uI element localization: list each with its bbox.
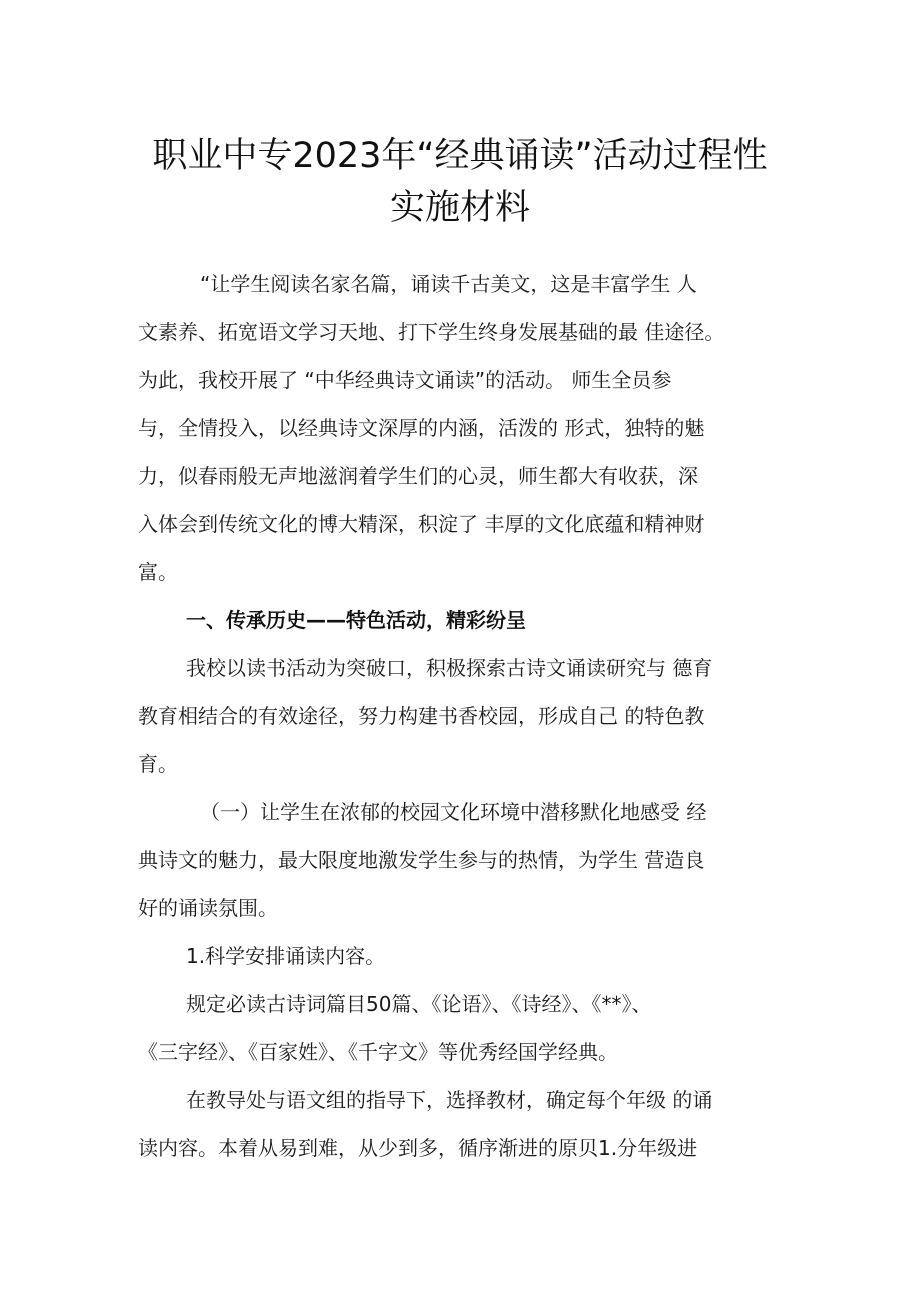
intro-line-3: 为此，我校开展了 “中华经典诗文诵读”的活动。 师生全员参: [138, 368, 672, 392]
subsection-1-line-3: 好的诵读氛围。: [138, 896, 278, 920]
intro-line-4: 与，全情投入，以经典诗文深厚的内涵，活泼的 形式，独特的魅: [138, 416, 705, 440]
document-title-line-2: 实施材料: [389, 188, 530, 228]
intro-line-6: 入体会到传统文化的博大精深，积淀了 丰厚的文化底蕴和精神财: [138, 512, 705, 536]
section-1-line-3: 育。: [138, 752, 178, 776]
item-1-line-2: 《三字经》、《百家姓》、《千字文》等优秀经国学经典。: [138, 1040, 618, 1064]
section-1-line-1: 我校以读书活动为突破口，积极探索古诗文诵读研究与 德育: [186, 656, 713, 680]
intro-line-2: 文素养、拓宽语文学习天地、打下学生终身发展基础的最 佳途径。: [138, 320, 725, 344]
intro-line-7: 富。: [138, 560, 178, 584]
section-1-heading: 一、传承历史——特色活动，精彩纷呈: [186, 608, 526, 632]
subsection-1-line-2: 典诗文的魅力，最大限度地激发学生参与的热情，为学生 营造良: [138, 848, 705, 872]
document-title-line-1: 职业中专2023年“经典诵读”活动过程性: [152, 136, 768, 176]
item-1-heading: 1.科学安排诵读内容。: [186, 944, 386, 968]
intro-line-1: “让学生阅读名家名篇，诵读千古美文，这是丰富学生 人: [200, 272, 697, 296]
item-1-more-line-1: 在教导处与语文组的指导下，选择教材，确定每个年级 的诵: [186, 1088, 713, 1112]
subsection-1-line-1: （一）让学生在浓郁的校园文化环境中潜移默化地感受 经: [200, 800, 707, 824]
intro-line-5: 力，似春雨般无声地滋润着学生们的心灵，师生都大有收获，深: [138, 464, 698, 488]
section-1-line-2: 教育相结合的有效途径，努力构建书香校园，形成自己 的特色教: [138, 704, 705, 728]
item-1-line-1: 规定必读古诗词篇目50篇、《论语》、《诗经》、《**》、: [186, 992, 652, 1016]
item-1-more-line-2: 读内容。本着从易到难，从少到多，循序渐进的原贝1.分年级进: [138, 1136, 698, 1160]
